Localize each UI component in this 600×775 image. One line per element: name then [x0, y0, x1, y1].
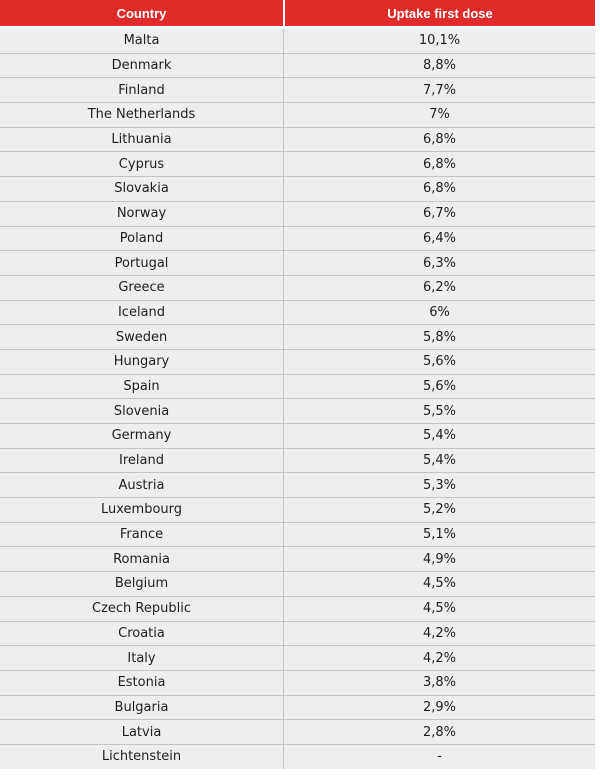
table-row [0, 375, 595, 400]
uptake-value-cell: 6% [283, 301, 595, 326]
table-row [0, 498, 595, 523]
table-row [0, 399, 595, 424]
country-cell: Iceland [0, 301, 283, 326]
table-row [0, 128, 595, 153]
country-cell: Denmark [0, 54, 283, 79]
table-row [0, 449, 595, 474]
uptake-value-cell: 6,8% [283, 128, 595, 153]
uptake-value-cell: 6,3% [283, 251, 595, 276]
table-row [0, 103, 595, 128]
uptake-value-cell: 5,4% [283, 424, 595, 449]
table-row [0, 745, 595, 769]
uptake-value-cell: 6,7% [283, 202, 595, 227]
uptake-value-cell: 5,8% [283, 325, 595, 350]
uptake-value-cell: 2,9% [283, 696, 595, 721]
table-row [0, 177, 595, 202]
table-row [0, 227, 595, 252]
table-row [0, 54, 595, 79]
table-row [0, 671, 595, 696]
country-cell: France [0, 523, 283, 548]
country-cell: Germany [0, 424, 283, 449]
uptake-value-cell: 6,4% [283, 227, 595, 252]
uptake-value-cell: 5,3% [283, 473, 595, 498]
country-cell: Cyprus [0, 152, 283, 177]
uptake-value-cell: - [283, 745, 595, 769]
table-row [0, 646, 595, 671]
uptake-value-cell: 5,1% [283, 523, 595, 548]
table-row [0, 276, 595, 301]
uptake-value-cell: 4,2% [283, 646, 595, 671]
country-cell: Hungary [0, 350, 283, 375]
table-row [0, 622, 595, 647]
country-cell: Norway [0, 202, 283, 227]
uptake-value-cell: 5,6% [283, 375, 595, 400]
country-cell: Croatia [0, 622, 283, 647]
uptake-value-cell: 6,2% [283, 276, 595, 301]
table-row [0, 301, 595, 326]
country-cell: Latvia [0, 720, 283, 745]
uptake-value-cell: 4,9% [283, 547, 595, 572]
uptake-value-cell: 5,5% [283, 399, 595, 424]
table-row [0, 350, 595, 375]
table-row [0, 152, 595, 177]
country-cell: Bulgaria [0, 696, 283, 721]
uptake-value-cell: 7,7% [283, 78, 595, 103]
uptake-value-cell: 4,2% [283, 622, 595, 647]
table-row [0, 202, 595, 227]
table-row [0, 523, 595, 548]
table-row [0, 78, 595, 103]
country-cell: Finland [0, 78, 283, 103]
table-row [0, 29, 595, 54]
header-uptake-first-dose: Uptake first dose [283, 0, 595, 29]
country-cell: Ireland [0, 449, 283, 474]
table-header [0, 0, 595, 29]
header-row [0, 0, 595, 29]
country-cell: Lithuania [0, 128, 283, 153]
country-cell: Slovakia [0, 177, 283, 202]
country-cell: The Netherlands [0, 103, 283, 128]
uptake-value-cell: 10,1% [283, 29, 595, 54]
country-cell: Czech Republic [0, 597, 283, 622]
uptake-value-cell: 4,5% [283, 572, 595, 597]
table-row [0, 720, 595, 745]
country-cell: Portugal [0, 251, 283, 276]
uptake-value-cell: 5,4% [283, 449, 595, 474]
table-row [0, 325, 595, 350]
country-cell: Romania [0, 547, 283, 572]
country-cell: Malta [0, 29, 283, 54]
uptake-value-cell: 6,8% [283, 177, 595, 202]
table-row [0, 597, 595, 622]
country-cell: Belgium [0, 572, 283, 597]
table-body [0, 29, 595, 769]
country-cell: Lichtenstein [0, 745, 283, 769]
country-cell: Austria [0, 473, 283, 498]
country-cell: Luxembourg [0, 498, 283, 523]
table-row [0, 424, 595, 449]
uptake-value-cell: 3,8% [283, 671, 595, 696]
uptake-value-cell: 8,8% [283, 54, 595, 79]
country-cell: Sweden [0, 325, 283, 350]
uptake-value-cell: 4,5% [283, 597, 595, 622]
country-cell: Spain [0, 375, 283, 400]
country-cell: Poland [0, 227, 283, 252]
uptake-value-cell: 7% [283, 103, 595, 128]
header-country: Country [0, 0, 283, 29]
table-row [0, 696, 595, 721]
table-row [0, 251, 595, 276]
country-cell: Slovenia [0, 399, 283, 424]
country-cell: Greece [0, 276, 283, 301]
table-row [0, 547, 595, 572]
table-row [0, 572, 595, 597]
country-cell: Estonia [0, 671, 283, 696]
uptake-value-cell: 5,6% [283, 350, 595, 375]
country-cell: Italy [0, 646, 283, 671]
table-row [0, 473, 595, 498]
uptake-value-cell: 6,8% [283, 152, 595, 177]
uptake-value-cell: 5,2% [283, 498, 595, 523]
uptake-value-cell: 2,8% [283, 720, 595, 745]
